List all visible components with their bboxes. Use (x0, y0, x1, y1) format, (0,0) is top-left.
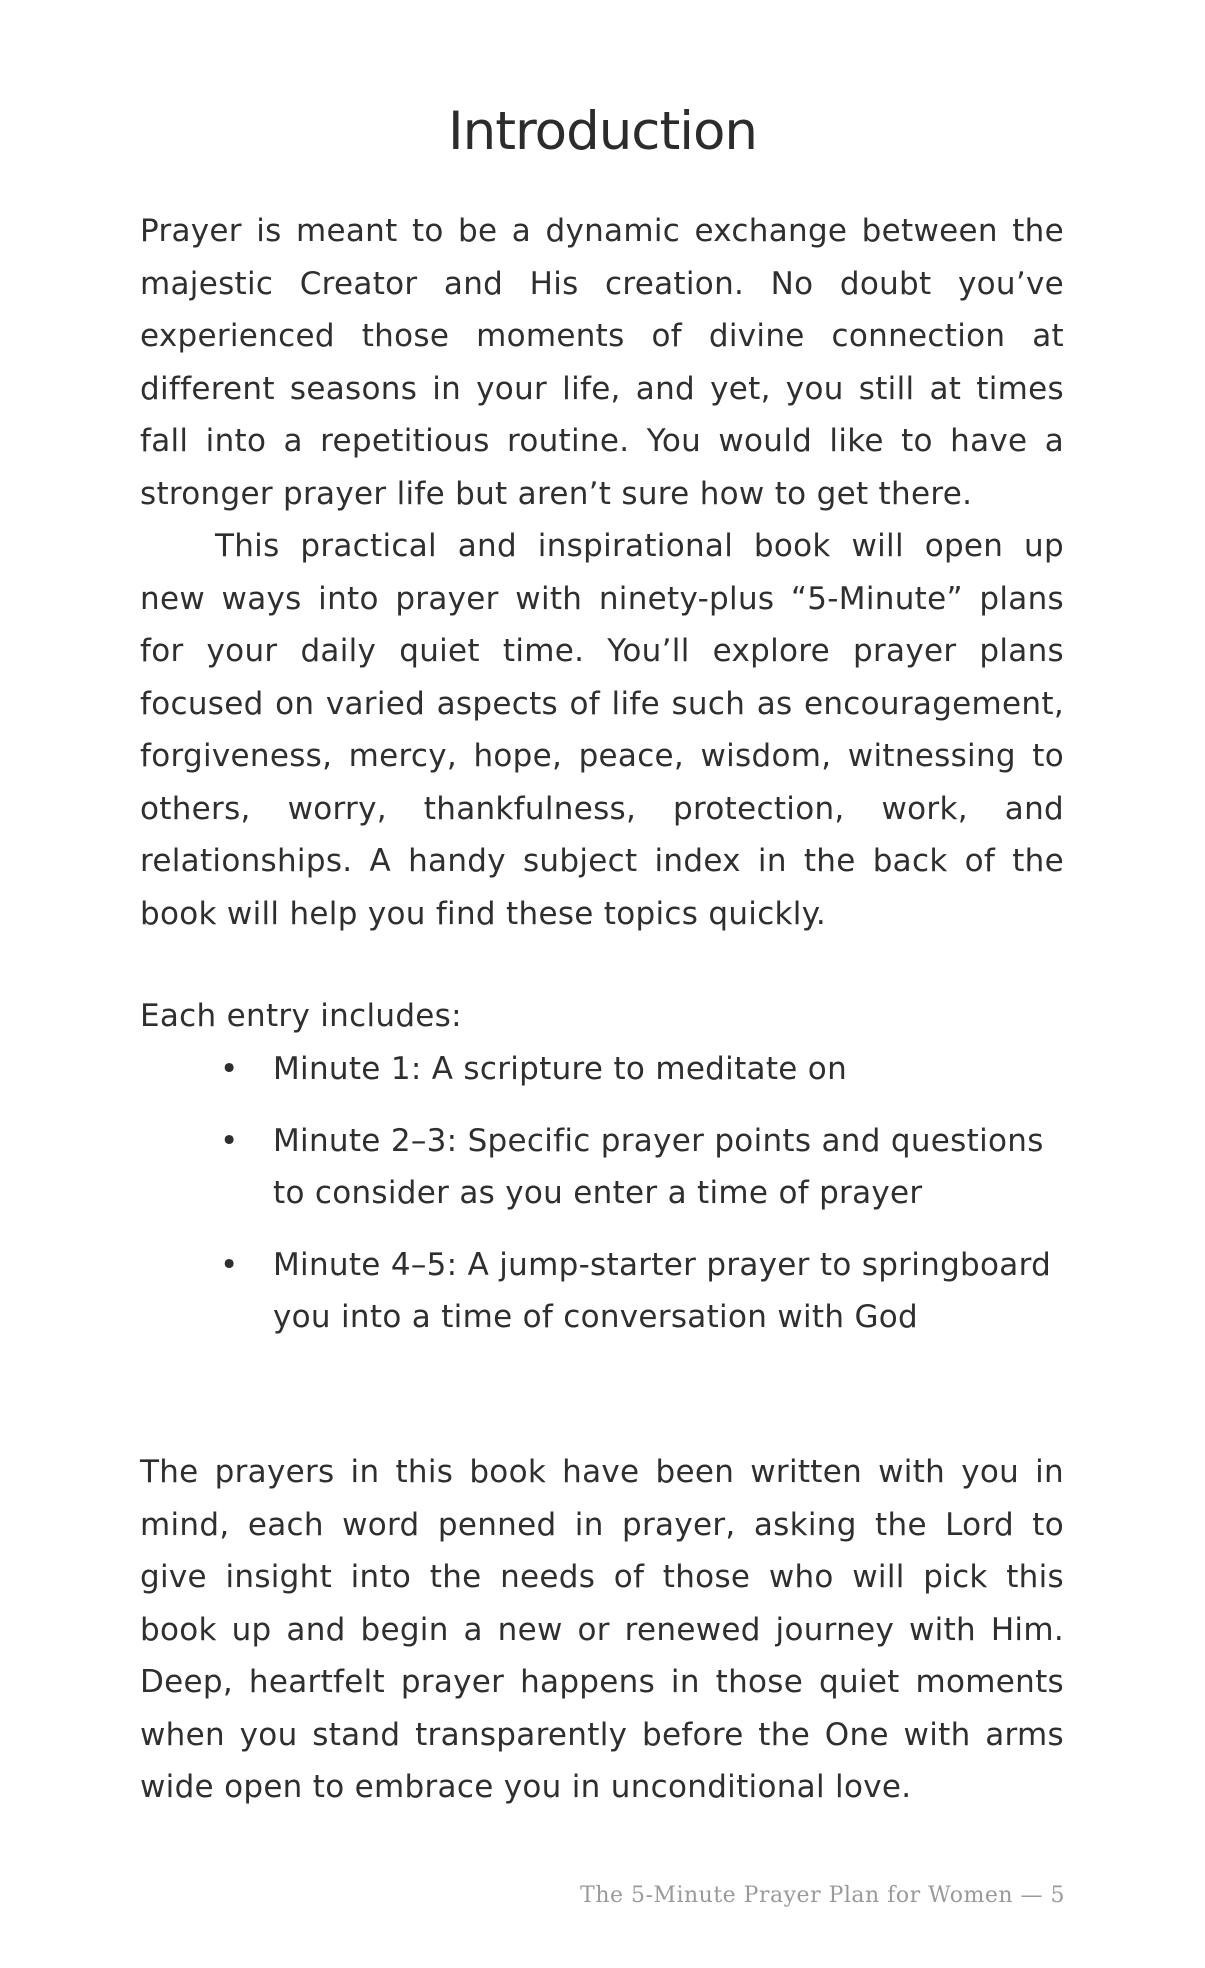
page-footer: The 5-Minute Prayer Plan for Women — 5 (580, 1883, 1065, 1908)
page-title: Introduction (448, 101, 757, 162)
entry-list (140, 1043, 1064, 1363)
paragraph-2: This practical and inspirational book will open up new ways into prayer with ninety-plus “5-Minute” plans for your daily quiet time. You’ll explore prayer plans focused on varied aspects of life such as encouragement, forgiveness, mercy, hope, peace, wisdom, witnessing to others, worry, thankfulness, protection, work, and relationships. A handy subject index in the back of the book will help you find these topics quickly. (140, 528, 1064, 932)
bullet-icon: • (220, 1051, 239, 1087)
list-item-text: Minute 1: A scripture to meditate on (273, 1051, 848, 1087)
intro-text-block (140, 205, 1064, 940)
entry-includes-label: Each entry includes: (140, 998, 462, 1034)
paragraph-1: Prayer is meant to be a dynamic exchange between the majestic Creator and His creation. No doubt you’ve experienced those moments of divine connection at different seasons in your life, and yet, you still at times fall into a repetitious routine. You would like to have a stronger prayer life but aren’t sure how to get there. (140, 213, 1064, 512)
bullet-icon: • (220, 1246, 239, 1283)
list-item (140, 1239, 1064, 1344)
list-item (140, 1115, 1064, 1220)
bullet-icon: • (220, 1122, 239, 1159)
list-item-text: Minute 4–5: A jump-starter prayer to springboard you into a time of conversation with God (273, 1246, 1052, 1335)
list-item (140, 1043, 1064, 1096)
list-item-text: Minute 2–3: Specific prayer points and questions to consider as you enter a time of prayer (273, 1122, 1044, 1211)
paragraph-3: The prayers in this book have been written with you in mind, each word penned in prayer, asking the Lord to give insight into the needs of those who will pick this book up and begin a new or renewed journey with Him. Deep, heartfelt prayer happens in those quiet moments when you stand transparently before the One with arms wide open to embrace you in unconditional love. (140, 1454, 1064, 1805)
